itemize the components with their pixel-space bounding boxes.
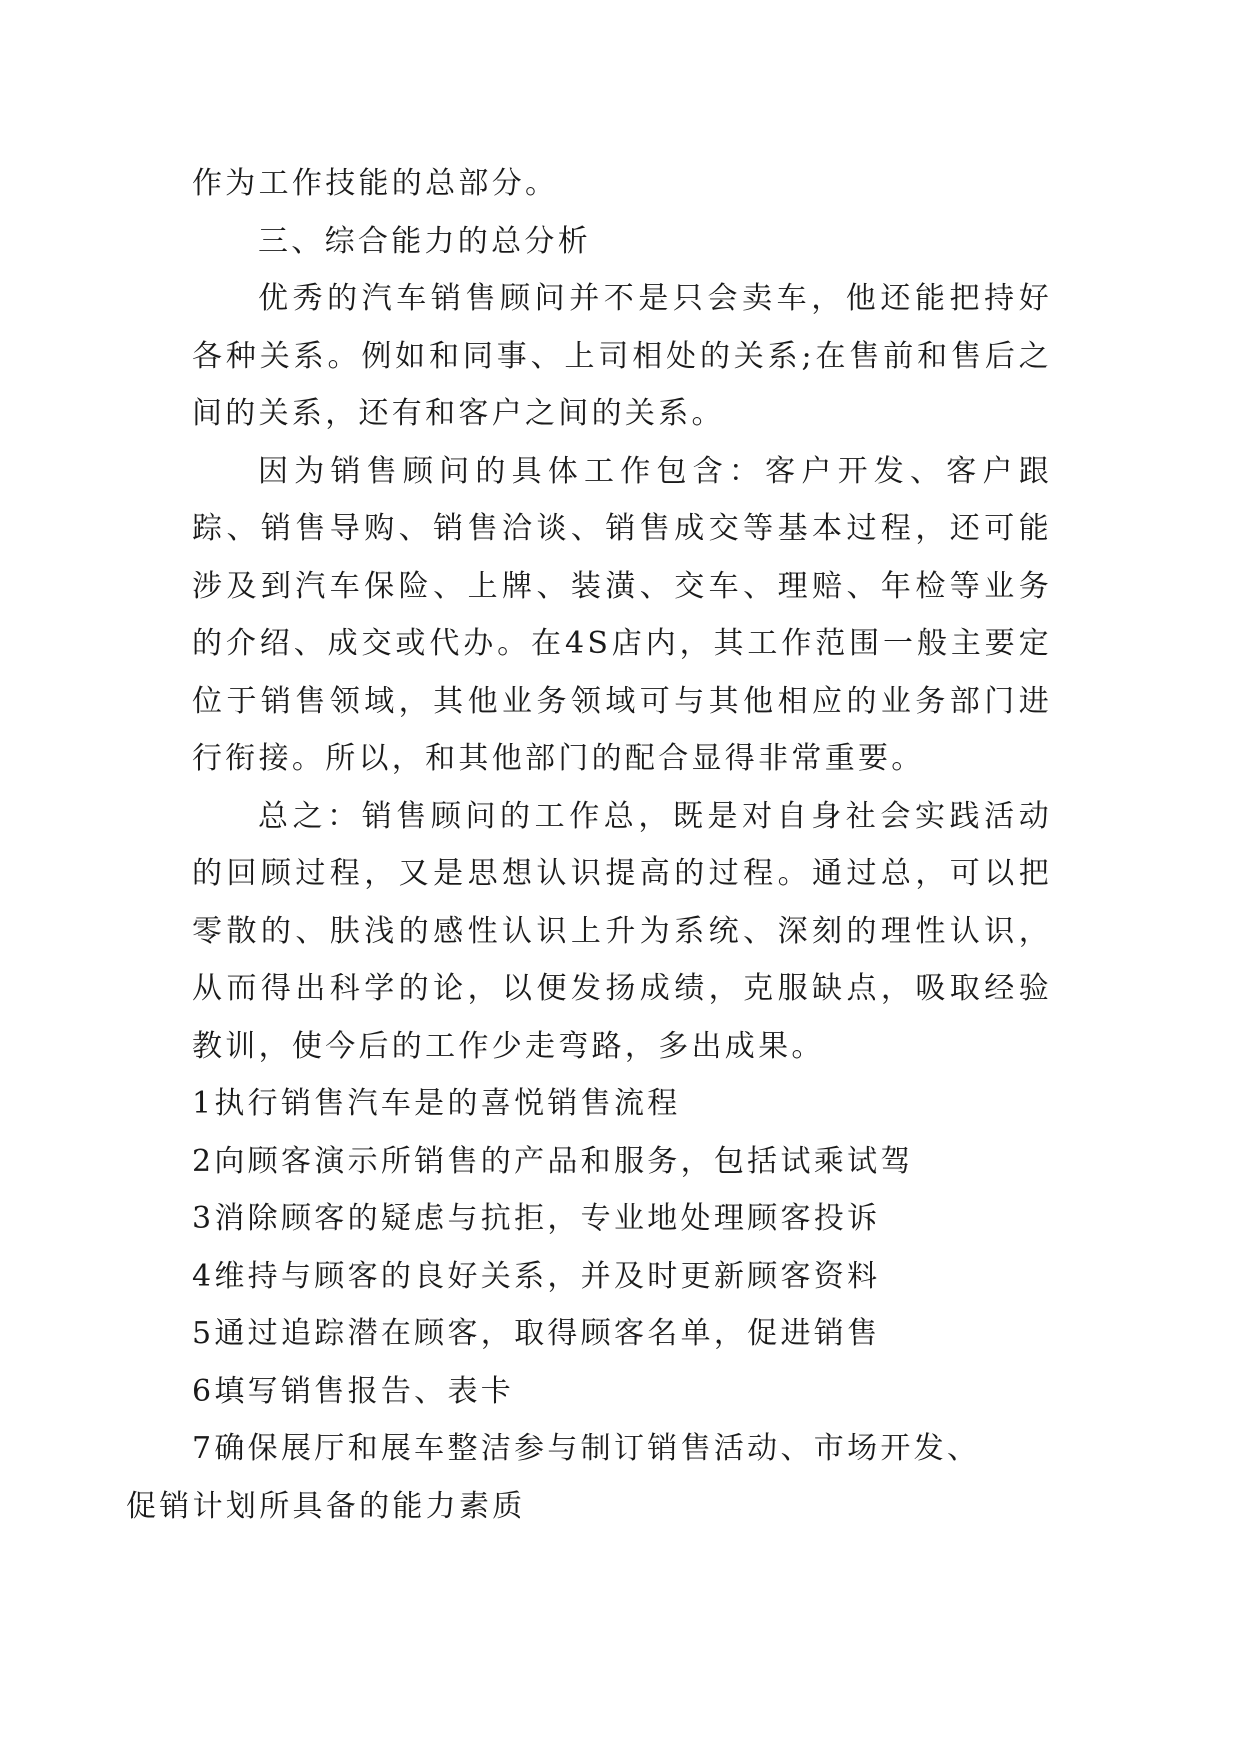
document-body [126,155,1052,1535]
list-item-continuation: 促销计划所具备的能力素质 [126,1488,526,1524]
list-item: 4维持与顾客的良好关系，并及时更新顾客资料 [192,1258,881,1294]
section-heading: 三、综合能力的总分析 [258,223,591,259]
list-item: 2向顾客演示所销售的产品和服务，包括试乘试驾 [192,1143,914,1179]
continuation-paragraph: 作为工作技能的总部分。 [192,166,559,201]
list-item: 3消除顾客的疑虑与抗拒，专业地处理顾客投诉 [192,1201,881,1236]
list-item-line: 7确保展厅和展车整洁参与制订销售活动、市场开发、 [192,1431,981,1466]
body-paragraph: 总之：销售顾问的工作总，既是对自身社会实践活动的回顾过程，又是思想认识提高的过程。通过总，可以把零散的、肤浅的感性认识上升为系统、深刻的理性认识，从而得出科学的论，以便发扬成绩，克服缺点，吸取经验教训，使今后的工作少走弯路，多出成果。 [192,798,1052,1064]
list-item: 1执行销售汽车是的喜悦销售流程 [192,1086,681,1121]
body-paragraph: 优秀的汽车销售顾问并不是只会卖车，他还能把持好各种关系。例如和同事、上司相处的关系;在售前和售后之间的关系，还有和客户之间的关系。 [192,281,1052,431]
list-item: 5通过追踪潜在顾客，取得顾客名单，促进销售 [192,1316,881,1351]
list-item [126,1420,1052,1535]
body-paragraph: 因为销售顾问的具体工作包含：客户开发、客户跟踪、销售导购、销售洽谈、销售成交等基本过程，还可能涉及到汽车保险、上牌、装潢、交车、理赔、年检等业务的介绍、成交或代办。在4S店内，其工作范围一般主要定位于销售领域，其他业务领域可与其他相应的业务部门进行衔接。所以，和其他部门的配合显得非常重要。 [192,453,1052,776]
list-item: 6填写销售报告、表卡 [192,1373,515,1409]
